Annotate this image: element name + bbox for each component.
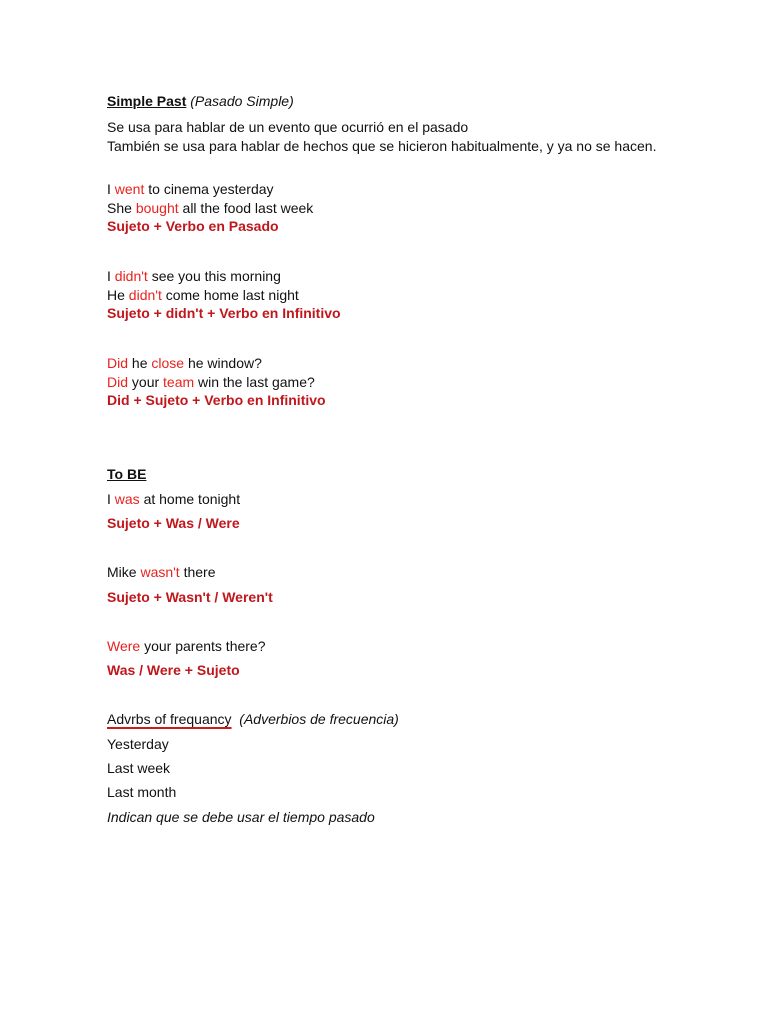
example-sentence: I didn't see you this morning	[107, 268, 281, 284]
example-sentence: Mike wasn't there	[107, 564, 216, 580]
auxiliary-highlight: Did	[107, 355, 129, 371]
section-heading-simple-past	[107, 92, 748, 110]
example-sentence: He didn't come home last night	[107, 287, 299, 303]
example-sentence: I was at home tonight	[107, 491, 241, 507]
formula-affirmative: Sujeto + Verbo en Pasado	[107, 218, 279, 234]
verb-highlight: didn't	[128, 287, 162, 303]
verb-highlight: went	[114, 181, 145, 197]
verb-highlight: didn't	[114, 268, 148, 284]
formula-negative: Sujeto + didn't + Verbo en Infinitivo	[107, 305, 341, 321]
verb-highlight: team	[163, 374, 195, 390]
adverbs-note: Indican que se debe usar el tiempo pasado	[107, 809, 375, 825]
simple-past-title: Simple Past	[107, 93, 187, 109]
to-be-title: To BE	[107, 466, 147, 482]
formula-question: Did + Sujeto + Verbo en Infinitivo	[107, 392, 326, 408]
adverbs-heading	[107, 710, 748, 728]
description-line: Se usa para hablar de un evento que ocurrió en el pasado	[107, 119, 469, 135]
description-line: También se usa para hablar de hechos que se hicieron habitualmente, y ya no se hacen.	[107, 138, 657, 154]
example-sentence: I went to cinema yesterday	[107, 181, 274, 197]
formula-to-be-question: Was / Were + Sujeto	[107, 662, 240, 678]
adverb-item: Last month	[107, 784, 177, 800]
adverbs-label: Advrbs of frequancy	[107, 711, 232, 727]
verb-highlight: wasn't	[140, 564, 180, 580]
verb-highlight: Were	[107, 638, 141, 654]
adverbs-translation: (Adverbios de frecuencia)	[239, 711, 399, 727]
adverb-item: Yesterday	[107, 736, 169, 752]
example-sentence: She bought all the food last week	[107, 200, 314, 216]
example-sentence: Did your team win the last game?	[107, 374, 315, 390]
formula-to-be-affirmative: Sujeto + Was / Were	[107, 515, 240, 531]
simple-past-subtitle: (Pasado Simple)	[190, 93, 294, 109]
auxiliary-highlight: Did	[107, 374, 129, 390]
verb-highlight: was	[114, 491, 140, 507]
section-heading-to-be	[107, 465, 748, 483]
verb-highlight: bought	[135, 200, 179, 216]
example-sentence: Did he close he window?	[107, 355, 262, 371]
verb-highlight: close	[151, 355, 185, 371]
formula-to-be-negative: Sujeto + Wasn't / Weren't	[107, 589, 273, 605]
example-sentence: Were your parents there?	[107, 638, 266, 654]
adverb-item: Last week	[107, 760, 171, 776]
